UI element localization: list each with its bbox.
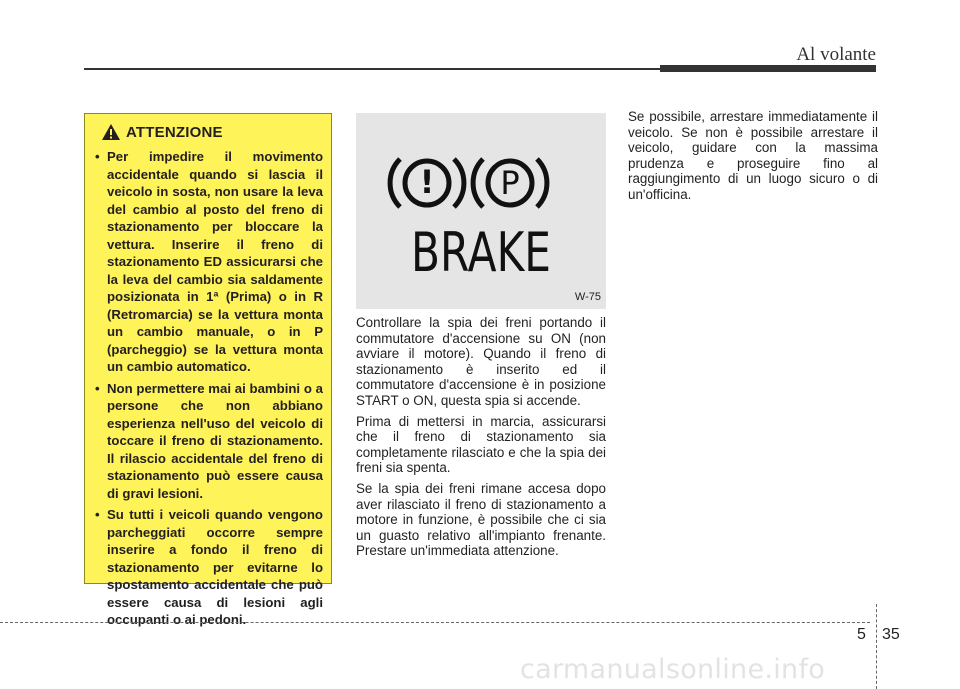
chapter-number: 5	[857, 626, 866, 643]
warning-list	[95, 148, 323, 629]
warning-item	[95, 148, 323, 376]
brake-warning-light-icon	[356, 113, 606, 309]
body-column-2	[356, 315, 606, 564]
paragraph: Prima di mettersi in marcia, assicurarsi che il freno di stazionamento sia completamente rilasciato e che la spia dei freni sia spenta.	[356, 413, 606, 476]
paragraph: Controllare la spia dei freni portando il commutatore d'accensione su ON (non avviare il motore). Quando il freno di stazionamento è inserito ed il commutatore d'accensione è in posizione START o ON, questa spia si accende.	[356, 315, 606, 408]
warning-box	[84, 113, 332, 627]
warning-item-text: Su tutti i veicoli quando vengono parcheggiati occorre sempre inserire a fondo il freno di stazionamento per evitarne lo spostamento accidentale che può essere causa di lesioni agli occupanti o ai pedoni.	[107, 507, 323, 627]
footer-rule	[0, 622, 870, 623]
header-bar	[660, 65, 876, 72]
figure-code: W-75	[574, 291, 601, 303]
paragraph: Se possibile, arrestare immediatamente il veicolo. Se non è possibile arrestare il veicolo, guidare con la massima prudenza e proseguire fino al raggiungimento di un luogo sicuro o di un'officina.	[628, 109, 878, 202]
parking-symbol: P	[500, 164, 520, 202]
body-column-3	[628, 109, 878, 208]
warning-item-text: Per impedire il movimento accidentale quando si lascia il veicolo in sosta, non usare la leva del cambio al posto del freno di stazionamento per bloccare la vettura. Inserire il freno di stazionamento ED assicurarsi che la leva del cambio sia saldamente posizionata in 1ª (Prima) o in R (Retromarcia) se la vettura monta un cambio manuale, o in P (parcheggio) se la vettura monta un cambio automatico.	[107, 149, 323, 374]
warning-title: ATTENZIONE	[126, 123, 223, 141]
brake-warning-figure	[356, 113, 606, 309]
bullet: •	[95, 149, 100, 164]
watermark: carmanualsonline.info	[520, 654, 826, 685]
paragraph: Se la spia dei freni rimane accesa dopo aver rilasciato il freno di stazionamento a motore in funzione, è possibile che ci sia un guasto relativo all'impianto frenante. Prestare un'immediata attenzione.	[356, 480, 606, 559]
warning-item	[95, 506, 323, 629]
brake-label: BRAKE	[411, 221, 551, 284]
warning-item-text: Non permettere mai ai bambini o a persone che non abbiano esperienza nell'uso del veicolo di toccare il freno di stazionamento. Il rilascio accidentale del freno di stazionamento può essere causa di gravi lesioni.	[107, 380, 323, 501]
bullet: •	[95, 507, 100, 522]
bullet: •	[95, 380, 100, 396]
warning-triangle-icon	[101, 123, 121, 141]
page-number-divider	[876, 604, 877, 689]
warning-header	[101, 123, 323, 141]
exclamation-symbol: !	[419, 163, 435, 201]
section-title: Al volante	[796, 44, 876, 65]
warning-item	[95, 380, 323, 503]
header-rule	[84, 68, 660, 70]
page-number: 35	[882, 626, 900, 643]
